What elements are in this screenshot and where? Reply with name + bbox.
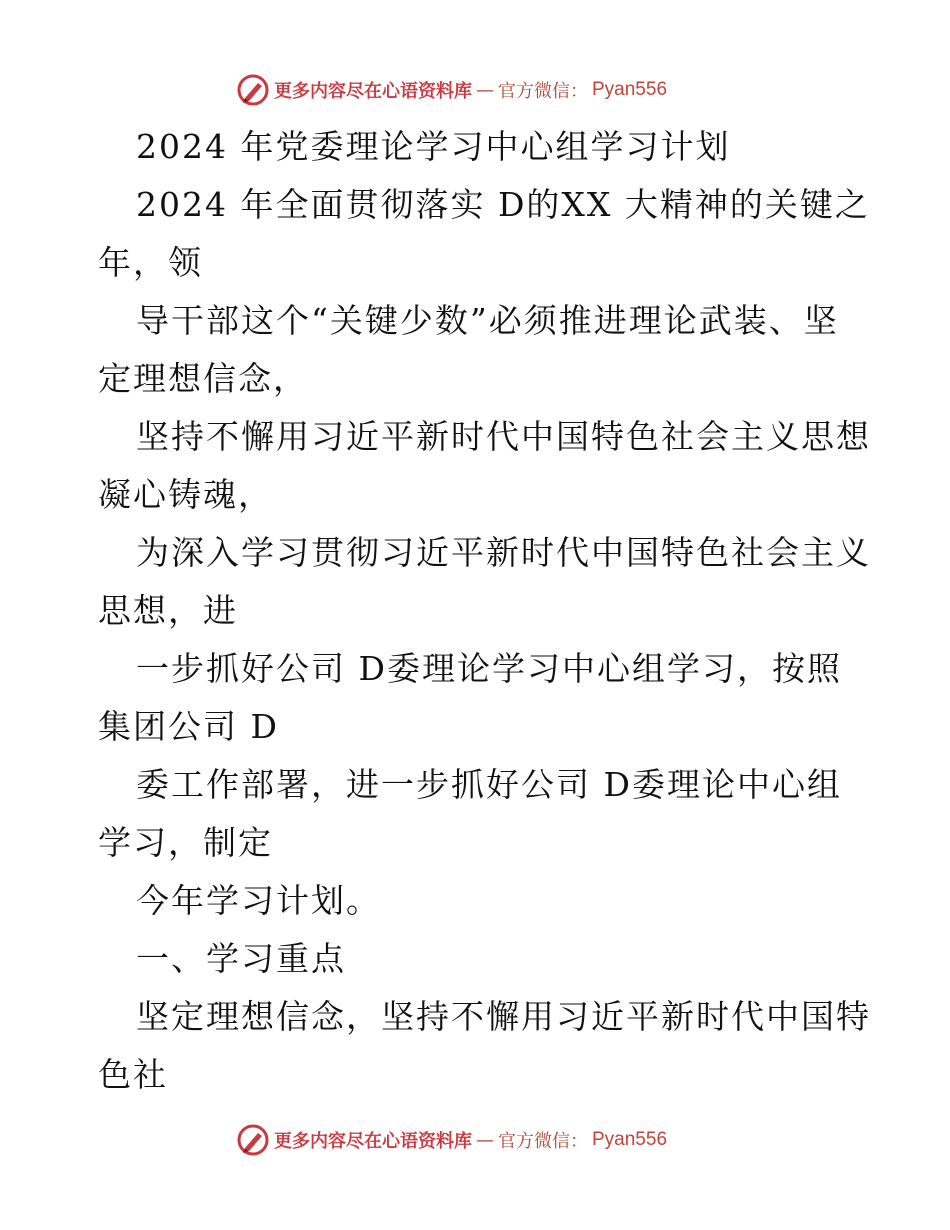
banner-wechat-id: Pyan556 bbox=[592, 1129, 668, 1150]
banner-wechat-id: Pyan556 bbox=[592, 79, 668, 100]
document-line: 为深入学习贯彻习近平新时代中国特色社会主义 bbox=[136, 533, 871, 572]
header-banner bbox=[236, 72, 667, 108]
banner-slogan: 更多内容尽在心语资料库 bbox=[274, 81, 472, 102]
document-line: 2024 年全面贯彻落实 D的XX 大精神的关键之 bbox=[136, 185, 870, 224]
document-line: 委工作部署，进一步抓好公司 D委理论中心组 bbox=[136, 765, 842, 804]
document-line: 学习，制定 bbox=[98, 823, 273, 862]
document-line: 导干部这个“关键少数”必须推进理论武装、坚 bbox=[136, 301, 839, 340]
banner-slogan: 更多内容尽在心语资料库 bbox=[274, 1131, 472, 1152]
banner-dash: — bbox=[476, 1129, 494, 1151]
document-line: 坚定理想信念，坚持不懈用习近平新时代中国特 bbox=[136, 997, 871, 1036]
document-line: 年，领 bbox=[98, 243, 203, 282]
banner-wechat-label: 官方微信： bbox=[498, 81, 588, 102]
document-line: 色社 bbox=[98, 1055, 168, 1094]
pen-circle-logo-icon bbox=[236, 1123, 270, 1157]
document-line: 定理想信念， bbox=[98, 359, 308, 398]
document-line: 凝心铸魂， bbox=[98, 475, 273, 514]
document-line: 一步抓好公司 D委理论学习中心组学习，按照 bbox=[136, 649, 842, 688]
footer-banner bbox=[236, 1122, 667, 1158]
document-body bbox=[98, 118, 871, 1104]
pen-circle-logo-icon bbox=[236, 73, 270, 107]
document-line: 一、学习重点 bbox=[136, 939, 346, 978]
document-line: 2024 年党委理论学习中心组学习计划 bbox=[136, 127, 731, 166]
banner-dash: — bbox=[476, 79, 494, 101]
document-line: 思想，进 bbox=[98, 591, 238, 630]
banner-wechat-label: 官方微信： bbox=[498, 1131, 588, 1152]
document-line: 今年学习计划。 bbox=[136, 881, 381, 920]
document-line: 集团公司 D bbox=[98, 707, 279, 746]
document-line: 坚持不懈用习近平新时代中国特色社会主义思想 bbox=[136, 417, 871, 456]
